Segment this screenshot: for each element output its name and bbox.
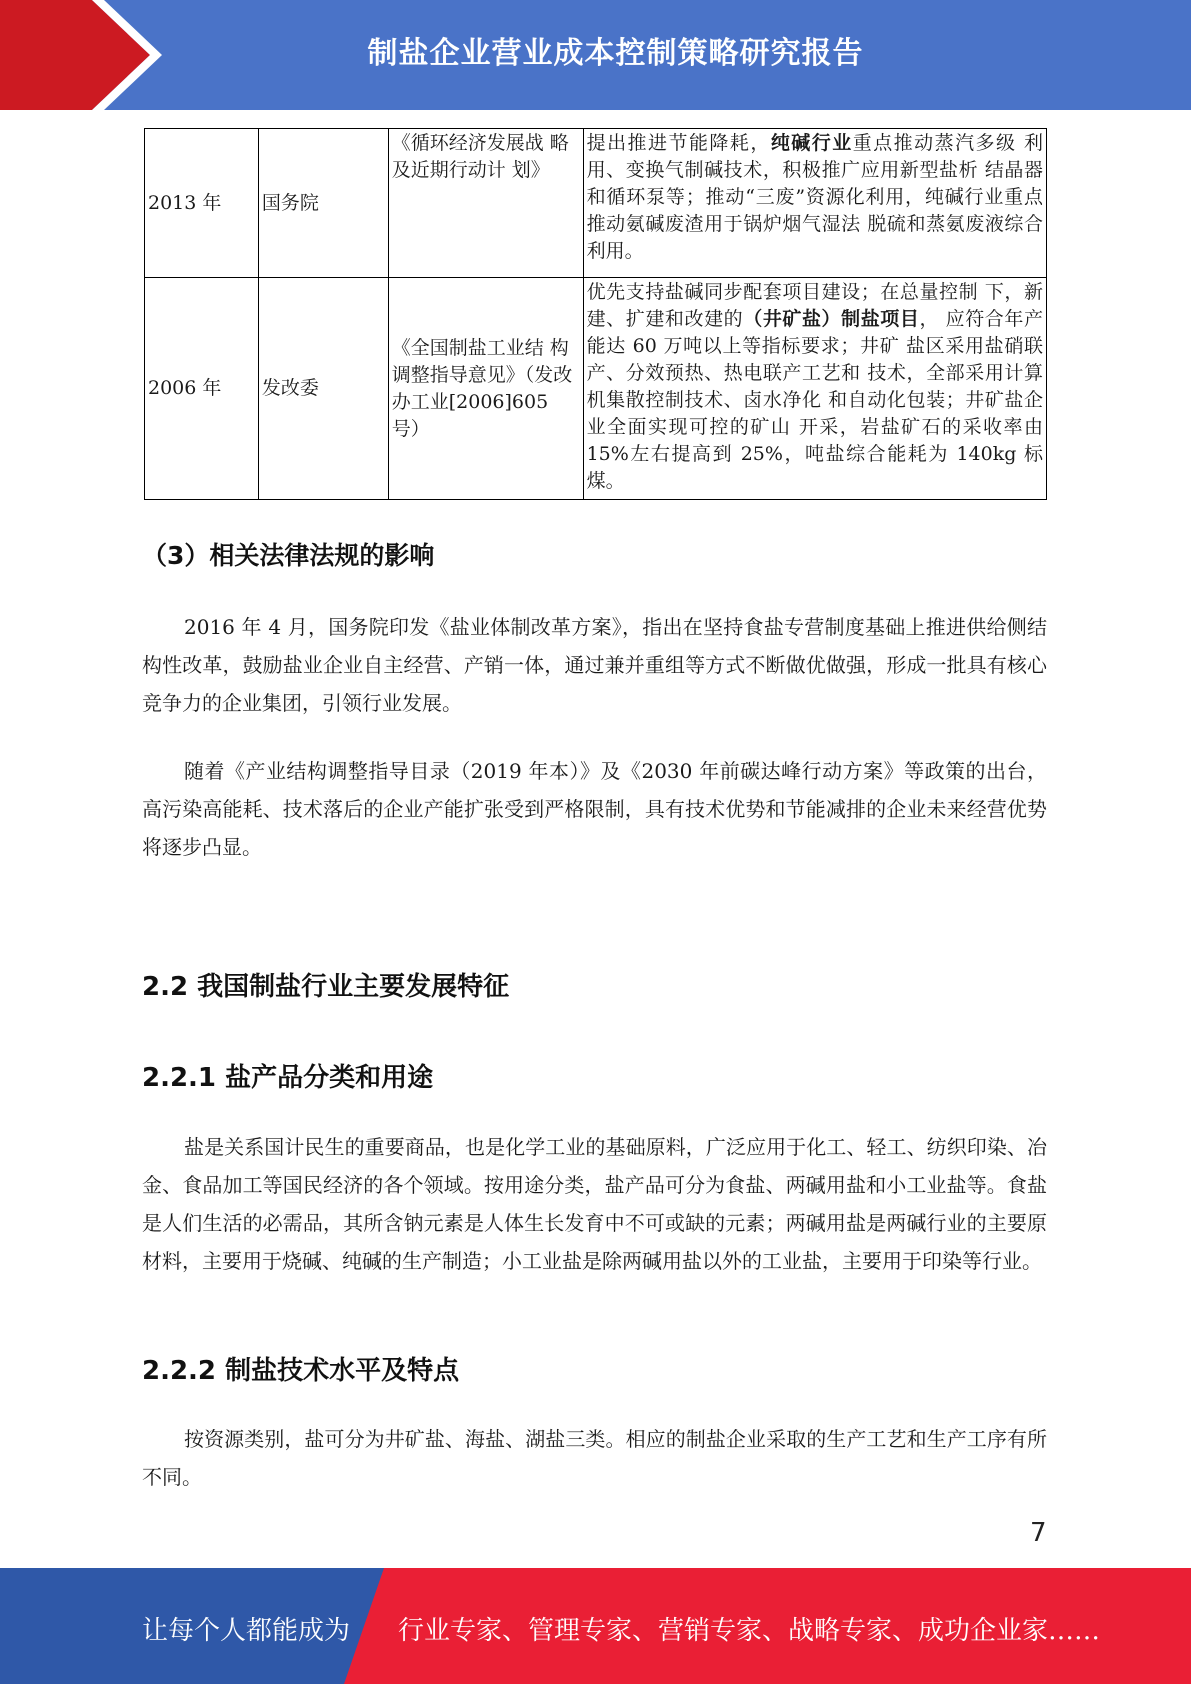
document-cell: 《全国制盐工业结 构调整指导意见》（发改办工业[2006]605 号） bbox=[388, 278, 583, 500]
page-header bbox=[0, 0, 1191, 110]
section-heading-2-2-1: 2.2.1 盐产品分类和用途 bbox=[142, 1063, 434, 1093]
footer-slogan-right: 行业专家、管理专家、营销专家、战略专家、成功企业家…… bbox=[398, 1616, 1101, 1646]
content-text: 重点推动蒸汽多级 利用、变换气制碱技术，积极推广应用新型盐析 结晶器和循环泵等；推动“三废”资源化利用，纯碱行业重点推动氨碱废渣用于锅炉烟气湿法 脱硫和蒸氨废液综合利用。 bbox=[586, 132, 1043, 262]
paragraph: 按资源类别，盐可分为井矿盐、海盐、湖盐三类。相应的制盐企业采取的生产工艺和生产工序有所不同。 bbox=[142, 1427, 1047, 1489]
policy-table bbox=[144, 128, 1047, 500]
content-bold-text: （井矿盐）制盐项目 bbox=[743, 308, 920, 330]
section-heading-2-2: 2.2 我国制盐行业主要发展特征 bbox=[142, 972, 510, 1002]
page-footer bbox=[0, 1568, 1191, 1684]
table-row bbox=[145, 129, 1047, 278]
content-cell bbox=[583, 129, 1046, 278]
section-heading-2-2-2: 2.2.2 制盐技术水平及特点 bbox=[142, 1356, 460, 1386]
year-cell: 2013 年 bbox=[145, 129, 259, 278]
content-bold-text: 纯碱行业 bbox=[770, 132, 853, 154]
header-title: 制盐企业营业成本控制策略研究报告 bbox=[367, 36, 864, 71]
section-heading-laws: （3）相关法律法规的影响 bbox=[142, 541, 435, 570]
table-row bbox=[145, 278, 1047, 500]
content-cell bbox=[583, 278, 1046, 500]
page-number: 7 bbox=[1030, 1518, 1047, 1548]
year-cell: 2006 年 bbox=[145, 278, 259, 500]
agency-cell: 发改委 bbox=[258, 278, 388, 500]
document-cell: 《循环经济发展战 略及近期行动计 划》 bbox=[388, 129, 583, 278]
content-text: ， 应符合年产能达 60 万吨以上等指标要求；井矿 盐区采用盐硝联产、分效预热、热电联产工艺和 技术，全部采用计算机集散控制技术、卤水净化 和自动化包装；井矿盐企业全面实现可控的矿山 开采，岩盐矿石的采收率由 15%左右提高到 25%，吨盐综合能耗为 140kg 标煤。 bbox=[586, 308, 1043, 492]
paragraph: 盐是关系国计民生的重要商品，也是化学工业的基础原料，广泛应用于化工、轻工、纺织印染、冶金、食品加工等国民经济的各个领域。按用途分类，盐产品可分为食盐、两碱用盐和小工业盐等。食盐是人们生活的必需品，其所含钠元素是人体生长发育中不可或缺的元素；两碱用盐是两碱行业的主要原材料，主要用于烧碱、纯碱的生产制造；小工业盐是除两碱用盐以外的工业盐，主要用于印染等行业。 bbox=[142, 1135, 1047, 1273]
paragraph: 2016 年 4 月，国务院印发《盐业体制改革方案》，指出在坚持食盐专营制度基础上推进供给侧结构性改革，鼓励盐业企业自主经营、产销一体，通过兼并重组等方式不断做优做强，形成一批具有核心竞争力的企业集团，引领行业发展。 bbox=[142, 615, 1047, 715]
agency-cell: 国务院 bbox=[258, 129, 388, 278]
content-text: 优先支持盐碱同步配套项目建设；在总量控制 下，新建、扩建和改建的 bbox=[586, 281, 1043, 330]
footer-slogan-left: 让每个人都能成为 bbox=[142, 1616, 351, 1646]
paragraph: 随着《产业结构调整指导目录（2019 年本）》及《2030 年前碳达峰行动方案》等政策的出台，高污染高能耗、技术落后的企业产能扩张受到严格限制，具有技术优势和节能减排的企业未来经营优势将逐步凸显。 bbox=[142, 759, 1047, 859]
content-text: 提出推进节能降耗， bbox=[586, 132, 771, 154]
